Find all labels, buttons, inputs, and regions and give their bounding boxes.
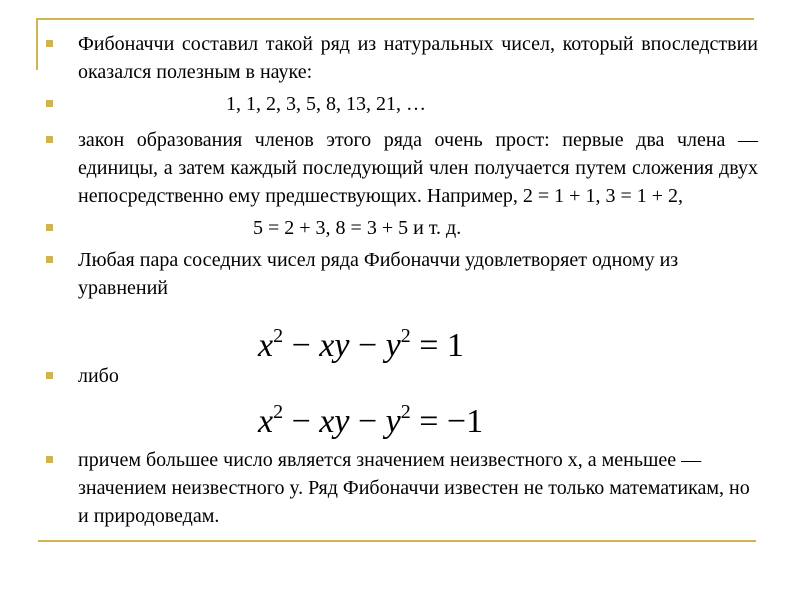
formula-xy: xy (319, 403, 350, 440)
square-bullet-icon (46, 224, 53, 231)
bullet-item-or (46, 362, 758, 390)
equation-positive (46, 316, 758, 362)
examples-text: 5 = 2 + 3, 8 = 3 + 5 и т. д. (253, 217, 462, 239)
bottom-rule (38, 540, 756, 542)
square-bullet-icon (46, 372, 53, 379)
or-text: либо (78, 365, 119, 387)
square-bullet-icon (46, 40, 53, 47)
rule-text: закон образования членов этого ряда очень прост: первые два члена — единицы, а затем каждый последующий член получается путем сложения двух непосредственно ему предшествующих. Например, 2 = 1 + 1, 3 = 1 + 2, (78, 129, 758, 207)
formula-minus: − (283, 403, 320, 440)
formula-exponent: 2 (273, 325, 284, 347)
formula-y: y (385, 403, 401, 440)
square-bullet-icon (46, 100, 53, 107)
square-bullet-icon (46, 456, 53, 463)
formula-x: x (258, 327, 274, 364)
bullet-item-rule (46, 126, 758, 210)
formula-x: x (258, 403, 274, 440)
pair-text: Любая пара соседних чисел ряда Фибоначчи удовлетворяет одному из уравнений (78, 249, 679, 299)
formula-exponent: 2 (400, 401, 411, 423)
bullet-item-examples (46, 214, 758, 242)
top-rule (36, 18, 754, 20)
formula-exponent: 2 (400, 325, 411, 347)
formula-minus: − (349, 327, 386, 364)
bullet-item-pair (46, 246, 758, 302)
formula-xy: xy (319, 327, 350, 364)
square-bullet-icon (46, 136, 53, 143)
equation-negative (46, 392, 758, 440)
formula-minus: − (283, 327, 320, 364)
formula-y: y (385, 327, 401, 364)
slide-content (46, 30, 758, 530)
bullet-item-conclusion (46, 446, 758, 530)
bullet-item-sequence (46, 90, 758, 118)
formula-minus: − (349, 403, 386, 440)
left-rule (36, 18, 38, 70)
formula-rhs: = 1 (410, 327, 464, 364)
square-bullet-icon (46, 256, 53, 263)
bullet-item-intro (46, 30, 758, 86)
intro-text: Фибоначчи составил такой ряд из натуральных чисел, который впоследствии оказался полезным в науке: (78, 33, 758, 83)
sequence-text: 1, 1, 2, 3, 5, 8, 13, 21, … (226, 93, 426, 115)
formula-rhs: = −1 (410, 403, 484, 440)
formula-exponent: 2 (273, 401, 284, 423)
conclusion-text: причем большее число является значением неизвестного x, а меньшее — значением неизвестного y. Ряд Фибоначчи известен не только математикам, но и природоведам. (78, 449, 750, 527)
